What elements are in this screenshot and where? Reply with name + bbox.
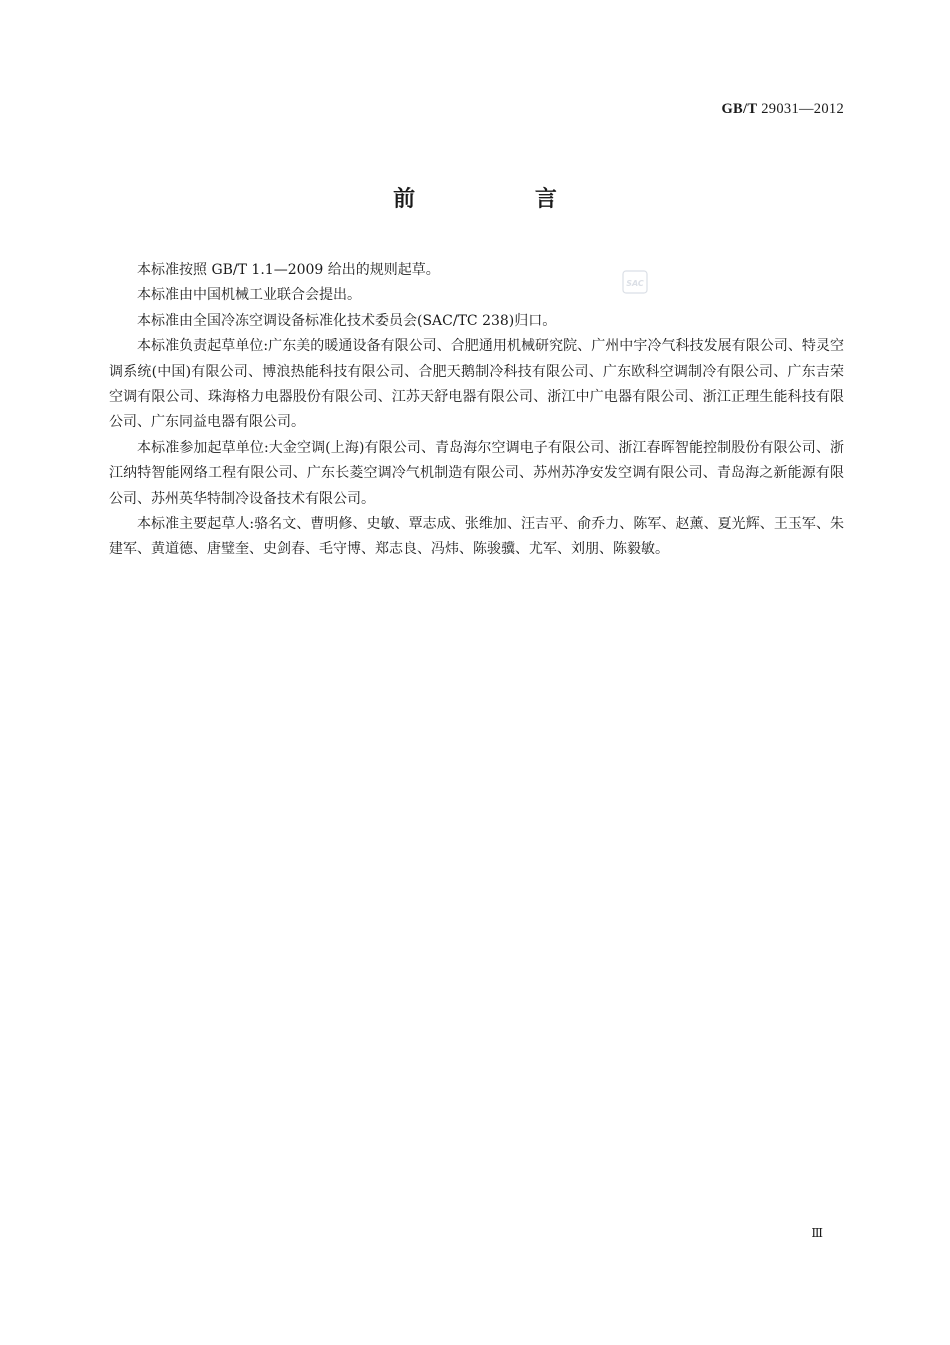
foreword-body	[109, 258, 844, 563]
page-title: 前 言	[393, 187, 613, 212]
paragraph-participating-units: 本标准参加起草单位:大金空调(上海)有限公司、青岛海尔空调电子有限公司、浙江春晖智能控制股份有限公司、浙江纳特智能网络工程有限公司、广东长菱空调冷气机制造有限公司、苏州苏净安发空调有限公司、青岛海之新能源有限公司、苏州英华特制冷设备技术有限公司。	[109, 439, 844, 507]
paragraph-administrator: 本标准由全国冷冻空调设备标准化技术委员会(SAC/TC 238)归口。	[137, 312, 557, 329]
paragraph-drafting-rules: 本标准按照 GB/T 1.1—2009 给出的规则起草。	[137, 262, 440, 278]
page-number: Ⅲ	[811, 1226, 823, 1240]
standard-prefix: GB/T	[721, 101, 758, 117]
paragraph-main-drafting-units: 本标准负责起草单位:广东美的暖通设备有限公司、合肥通用机械研究院、广州中宇冷气科技发展有限公司、特灵空调系统(中国)有限公司、博浪热能科技有限公司、合肥天鹅制冷科技有限公司、广东欧科空调制冷有限公司、广东吉荣空调有限公司、珠海格力电器股份有限公司、江苏天舒电器有限公司、浙江中广电器有限公司、浙江正理生能科技有限公司、广东同益电器有限公司。	[109, 338, 844, 431]
standard-code	[721, 101, 844, 118]
paragraph-proposer: 本标准由中国机械工业联合会提出。	[137, 287, 361, 304]
standard-number: 29031—2012	[761, 101, 844, 117]
watermark-text: SAC	[626, 279, 644, 288]
paragraph-main-drafters: 本标准主要起草人:骆名文、曹明修、史敏、覃志成、张维加、汪吉平、俞乔力、陈军、赵薰、夏光辉、王玉军、朱建军、黄道德、唐璧奎、史剑春、毛守博、郑志良、冯炜、陈骏骥、尤军、刘朋、陈毅敏。	[109, 516, 844, 558]
